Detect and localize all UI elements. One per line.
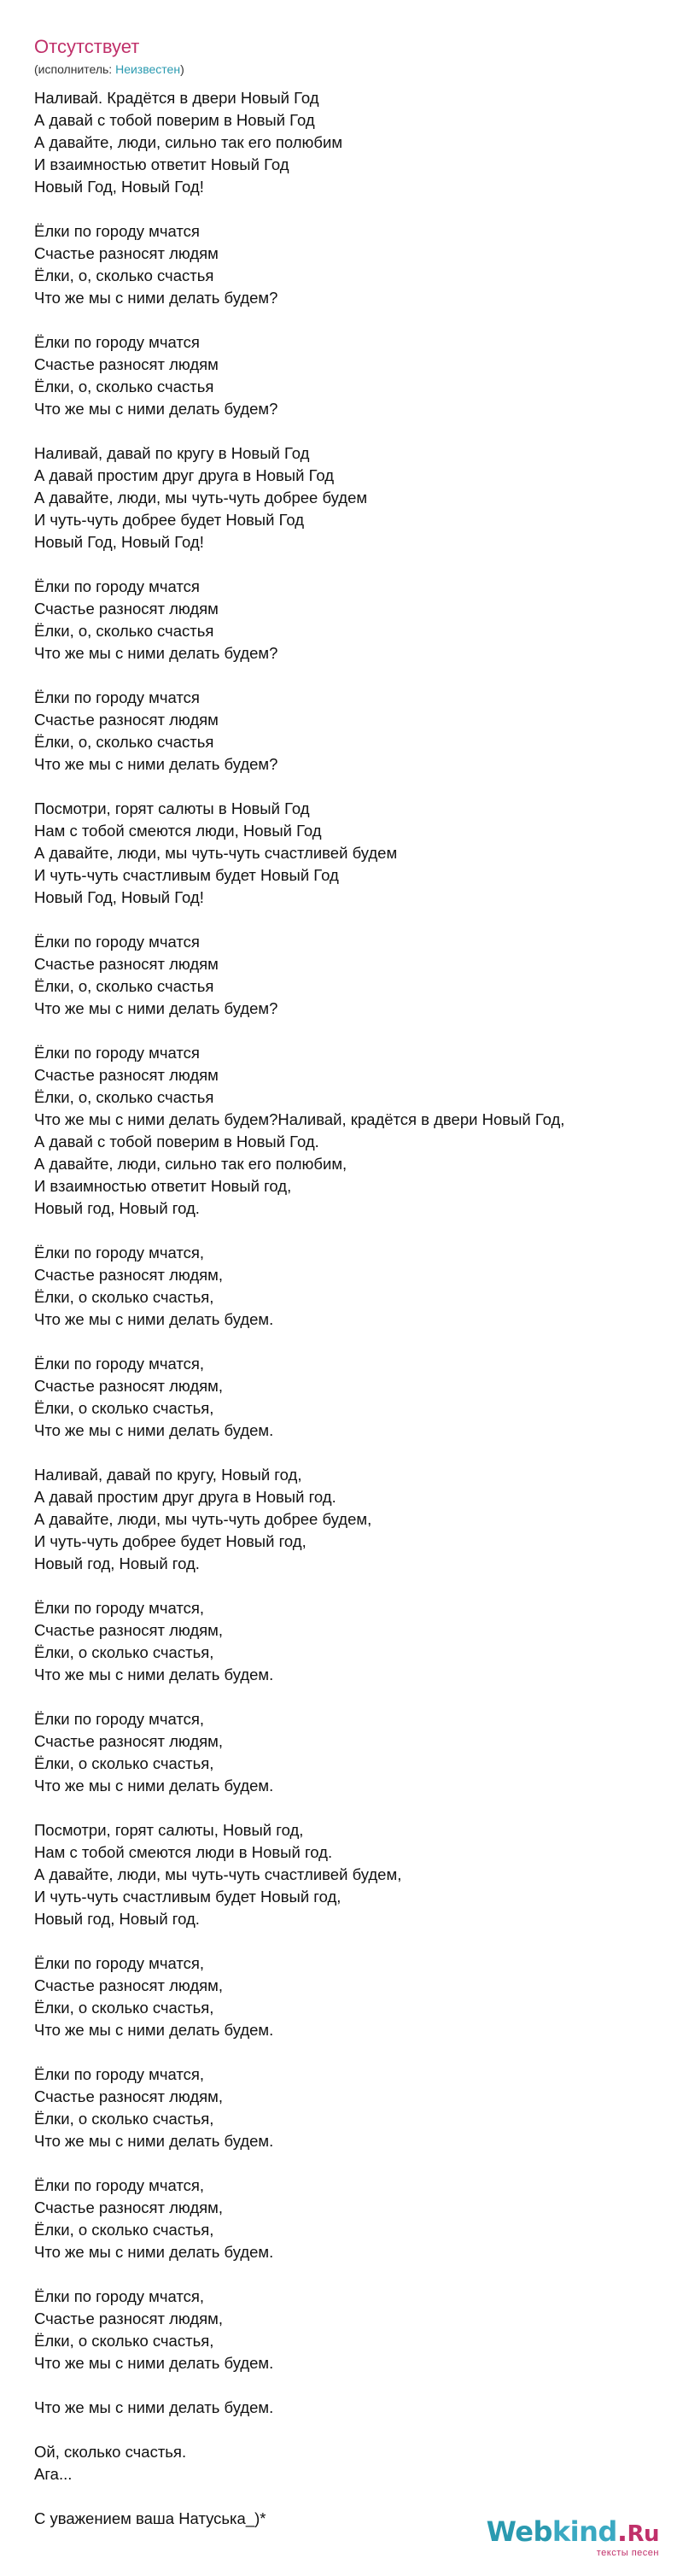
lyrics-line: Что же мы с ними делать будем. [34, 2354, 274, 2372]
song-header [34, 34, 649, 77]
lyrics-line: Ёлки, о сколько счастья, [34, 2221, 214, 2239]
lyrics-line: Ёлки по городу мчатся, [34, 1599, 205, 1617]
lyrics-stanza [34, 2175, 666, 2263]
lyrics-stanza [34, 442, 666, 553]
logo-ru: Ru [627, 2521, 659, 2547]
lyrics-line: Ёлки, о сколько счастья, [34, 1754, 214, 1772]
lyrics-stanza [34, 798, 666, 909]
artist-suffix: ) [180, 62, 184, 76]
song-title: Отсутствует [34, 36, 140, 57]
lyrics-line: Счастье разносят людям [34, 955, 219, 973]
artist-link[interactable]: Неизвестен [115, 62, 181, 76]
lyrics-line: Ёлки по городу мчатся [34, 222, 200, 240]
lyrics-line: Ёлки по городу мчатся, [34, 1710, 205, 1728]
lyrics-line: Ёлки по городу мчатся, [34, 2287, 205, 2305]
lyrics-stanza [34, 2397, 666, 2419]
lyrics-stanza [34, 687, 666, 776]
lyrics-line: Новый год, Новый год. [34, 1199, 200, 1217]
artist-prefix: (исполнитель: [34, 62, 116, 76]
lyrics-line: Новый год, Новый год. [34, 1554, 200, 1572]
logo-web: Web [486, 2515, 552, 2548]
lyrics-line: Ёлки, о сколько счастья, [34, 1288, 214, 1306]
lyrics-line: А давайте, люди, сильно так его полюбим, [34, 1155, 347, 1173]
lyrics-line: Ёлки по городу мчатся [34, 333, 200, 351]
lyrics-line: А давайте, люди, мы чуть-чуть добрее будем [34, 489, 368, 506]
lyrics-stanza [34, 220, 666, 309]
lyrics-line: Счастье разносят людям, [34, 2198, 224, 2216]
lyrics-line: Наливай, давай по кругу, Новый год, [34, 1466, 302, 1484]
lyrics-line: Ёлки, о сколько счастья, [34, 2110, 214, 2128]
lyrics-line: Счастье разносят людям [34, 244, 219, 262]
lyrics-line: Посмотри, горят салюты в Новый Год [34, 799, 310, 817]
lyrics-line: Что же мы с ними делать будем? [34, 755, 278, 773]
lyrics-line: Новый год, Новый год. [34, 1910, 200, 1928]
lyrics-line: Что же мы с ними делать будем? [34, 644, 278, 662]
lyrics-line: Ёлки, о, сколько счастья [34, 977, 214, 995]
lyrics-line: Новый Год, Новый Год! [34, 178, 204, 196]
lyrics-line: Что же мы с ними делать будем. [34, 2243, 274, 2261]
lyrics-line: А давай с тобой поверим в Новый Год [34, 111, 315, 129]
lyrics-line: Ёлки, о, сколько счастья [34, 733, 214, 751]
lyrics-line: Новый Год, Новый Год! [34, 888, 204, 906]
lyrics-stanza [34, 1042, 666, 1220]
lyrics-line: Ой, сколько счастья. [34, 2443, 187, 2461]
lyrics-line: Ёлки по городу мчатся, [34, 1355, 205, 1373]
lyrics-line: Ёлки, о, сколько счастья [34, 378, 214, 395]
lyrics-line: Что же мы с ними делать будем. [34, 1777, 274, 1794]
lyrics-line: Счастье разносят людям [34, 355, 219, 373]
lyrics-line: Что же мы с ними делать будем? [34, 999, 278, 1017]
lyrics-line: И взаимностью ответит Новый год, [34, 1177, 292, 1195]
lyrics-stanza [34, 1464, 666, 1575]
logo-kind: kind [552, 2515, 617, 2548]
lyrics-line: Ёлки, о сколько счастья, [34, 1999, 214, 2017]
lyrics-text [34, 87, 666, 2530]
lyrics-line: Ёлки, о сколько счастья, [34, 1399, 214, 1417]
lyrics-stanza [34, 1819, 666, 1930]
lyrics-line: Счастье разносят людям, [34, 1976, 224, 1994]
lyrics-stanza [34, 1952, 666, 2041]
lyrics-stanza [34, 1353, 666, 1442]
lyrics-stanza [34, 2286, 666, 2374]
logo-tagline: тексты песен [596, 2548, 659, 2558]
lyrics-line: Что же мы с ними делать будем? [34, 400, 278, 418]
site-logo[interactable] [487, 2516, 659, 2558]
lyrics-line: Ёлки по городу мчатся [34, 1044, 200, 1062]
lyrics-line: Что же мы с ними делать будем. [34, 1666, 274, 1683]
lyrics-line: Ёлки по городу мчатся, [34, 2065, 205, 2083]
lyrics-line: А давай простим друг друга в Новый Год [34, 466, 335, 484]
lyrics-line: Счастье разносят людям [34, 600, 219, 618]
lyrics-line: Что же мы с ними делать будем. [34, 2021, 274, 2039]
lyrics-line: А давайте, люди, мы чуть-чуть счастливей будем [34, 844, 398, 862]
artist-line [34, 61, 649, 77]
logo-wordmark [487, 2516, 659, 2550]
lyrics-stanza [34, 2064, 666, 2152]
lyrics-line: Нам с тобой смеются люди, Новый Год [34, 822, 322, 840]
lyrics-line: Нам с тобой смеются люди в Новый год. [34, 1843, 333, 1861]
lyrics-stanza [34, 331, 666, 420]
lyrics-line: И чуть-чуть счастливым будет Новый год, [34, 1888, 342, 1906]
lyrics-line: Ага... [34, 2465, 73, 2483]
lyrics-stanza [34, 576, 666, 664]
lyrics-stanza [34, 2441, 666, 2485]
lyrics-line: Что же мы с ними делать будем?Наливай, крадётся в двери Новый Год, [34, 1110, 565, 1128]
lyrics-stanza [34, 87, 666, 198]
lyrics-line: Счастье разносят людям, [34, 1732, 224, 1750]
lyrics-line: Счастье разносят людям, [34, 2310, 224, 2327]
lyrics-line: Ёлки, о сколько счастья, [34, 2332, 214, 2350]
lyrics-line: Счастье разносят людям, [34, 1621, 224, 1639]
lyrics-line: Ёлки, о сколько счастья, [34, 1643, 214, 1661]
lyrics-line: И взаимностью ответит Новый Год [34, 155, 289, 173]
lyrics-stanza [34, 1708, 666, 1797]
lyrics-line: Ёлки по городу мчатся, [34, 1954, 205, 1972]
lyrics-line: Что же мы с ними делать будем? [34, 289, 278, 307]
lyrics-line: Счастье разносят людям, [34, 2087, 224, 2105]
lyrics-line: Счастье разносят людям, [34, 1266, 224, 1284]
lyrics-line: А давайте, люди, сильно так его полюбим [34, 133, 343, 151]
lyrics-stanza [34, 931, 666, 1020]
lyrics-line: Ёлки, о, сколько счастья [34, 622, 214, 640]
lyrics-line: Что же мы с ними делать будем. [34, 2398, 274, 2416]
lyrics-line: А давайте, люди, мы чуть-чуть добрее будем, [34, 1510, 372, 1528]
lyrics-line: Что же мы с ними делать будем. [34, 2132, 274, 2150]
lyrics-line: И чуть-чуть счастливым будет Новый Год [34, 866, 339, 884]
lyrics-line: И чуть-чуть добрее будет Новый Год [34, 511, 305, 529]
lyrics-line: Наливай. Крадётся в двери Новый Год [34, 89, 319, 107]
lyrics-line: С уважением ваша Натуська_)* [34, 2509, 266, 2527]
lyrics-line: Ёлки, о, сколько счастья [34, 1088, 214, 1106]
lyrics-line: Ёлки по городу мчатся, [34, 2176, 205, 2194]
lyrics-line: Ёлки по городу мчатся, [34, 1244, 205, 1262]
lyrics-line: Что же мы с ними делать будем. [34, 1421, 274, 1439]
lyrics-line: А давай простим друг друга в Новый год. [34, 1488, 336, 1506]
lyrics-line: Счастье разносят людям [34, 711, 219, 729]
lyrics-line: Наливай, давай по кругу в Новый Год [34, 444, 310, 462]
logo-dot: . [616, 2515, 628, 2548]
lyrics-line: А давай с тобой поверим в Новый Год. [34, 1133, 319, 1150]
lyrics-line: Счастье разносят людям [34, 1066, 219, 1084]
lyrics-line: Ёлки по городу мчатся [34, 933, 200, 951]
lyrics-line: А давайте, люди, мы чуть-чуть счастливей будем, [34, 1865, 402, 1883]
lyrics-line: Ёлки, о, сколько счастья [34, 266, 214, 284]
lyrics-line: И чуть-чуть добрее будет Новый год, [34, 1532, 306, 1550]
lyrics-line: Посмотри, горят салюты, Новый год, [34, 1821, 304, 1839]
lyrics-line: Что же мы с ними делать будем. [34, 1310, 274, 1328]
lyrics-stanza [34, 1597, 666, 1686]
lyrics-line: Ёлки по городу мчатся [34, 688, 200, 706]
lyrics-stanza [34, 1242, 666, 1331]
lyrics-line: Новый Год, Новый Год! [34, 533, 204, 551]
lyrics-line: Счастье разносят людям, [34, 1377, 224, 1395]
lyrics-line: Ёлки по городу мчатся [34, 577, 200, 595]
